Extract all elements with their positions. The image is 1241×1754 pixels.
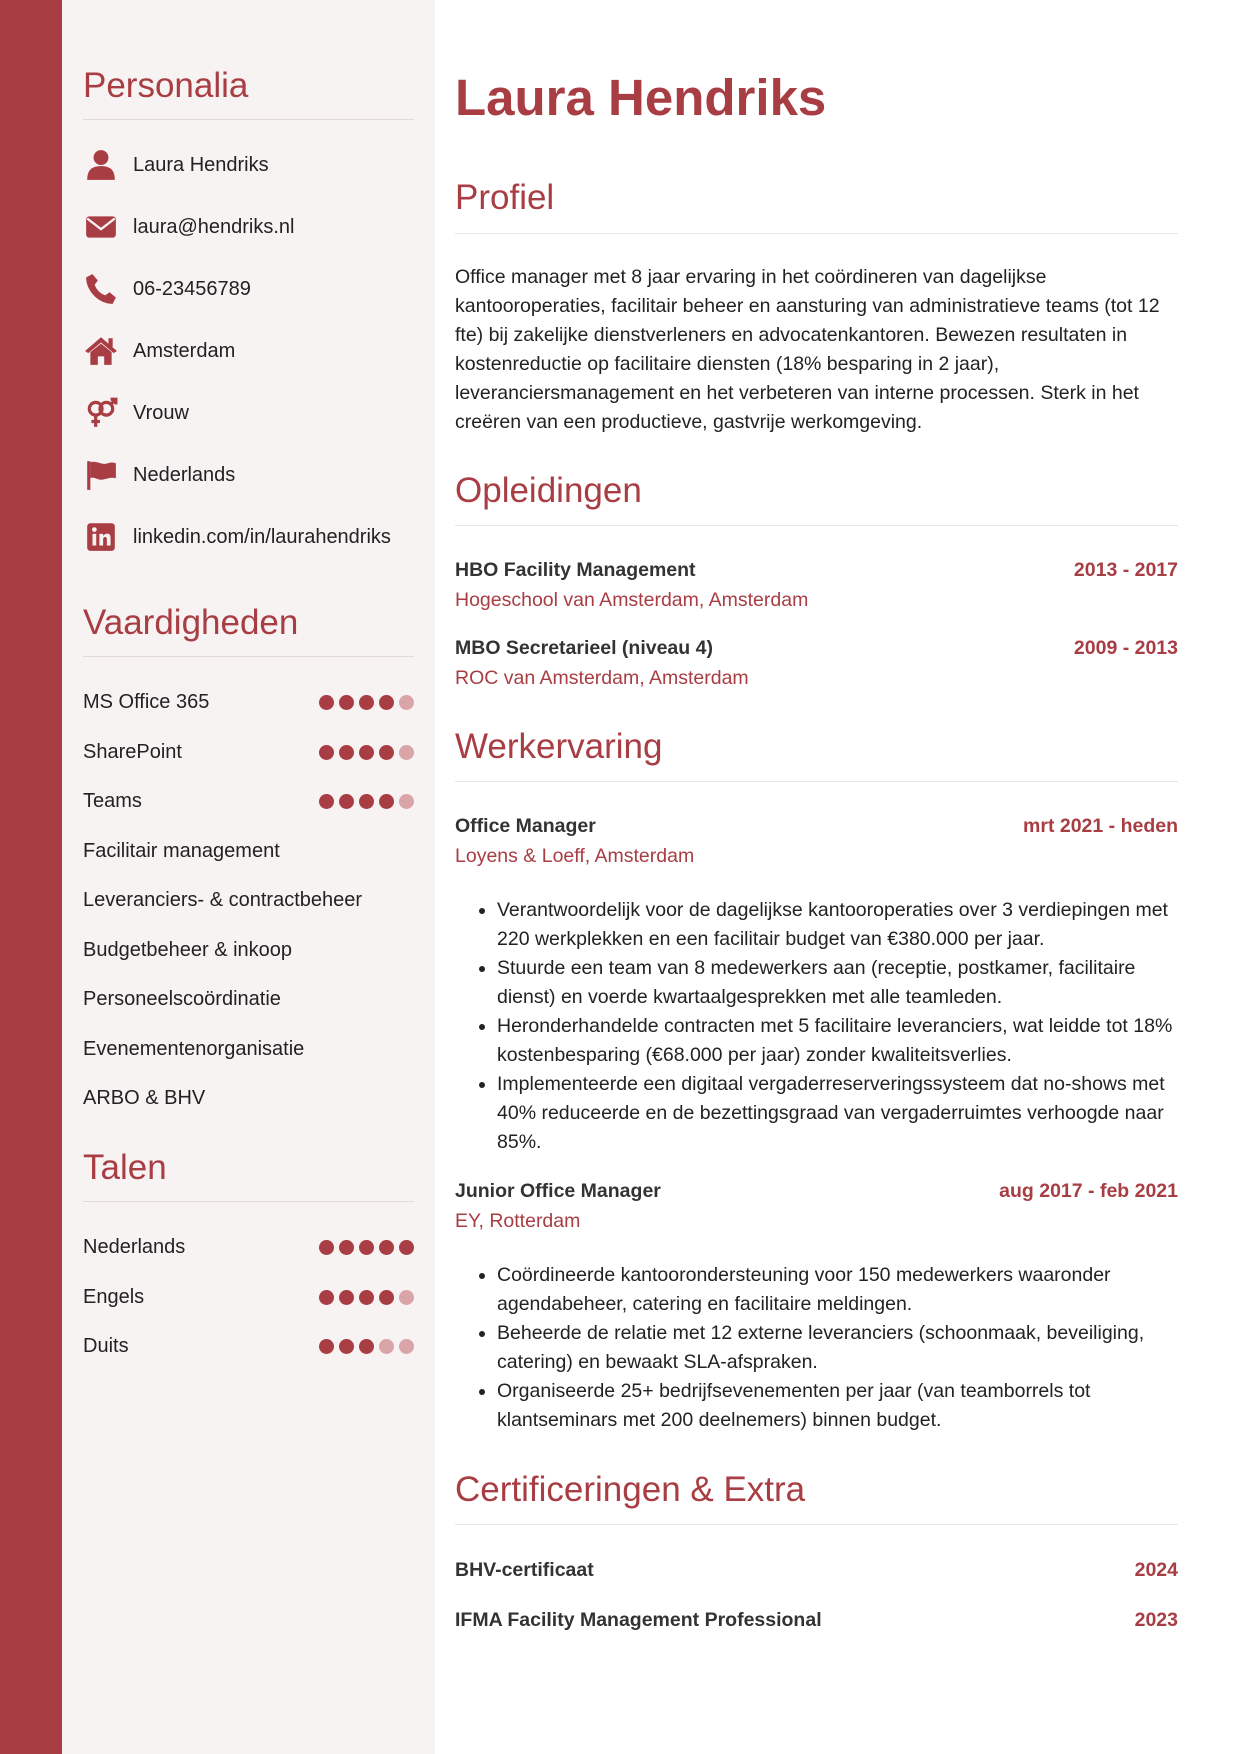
personalia-heading: Personalia: [83, 66, 249, 105]
rating-dot-filled: [359, 1339, 374, 1354]
education-divider: [455, 525, 1178, 526]
job-company: Loyens & Loeff, Amsterdam: [455, 845, 695, 867]
skill-row: [83, 975, 414, 1025]
skill-row: [83, 876, 414, 926]
skill-row-name: Teams: [83, 790, 142, 813]
contact-nationality-row: [83, 444, 414, 506]
cert-entry: [455, 1559, 1178, 1582]
rating-dot-empty: [399, 745, 414, 760]
rating-dots: [319, 745, 414, 760]
job-bullet: • Verantwoordelijk voor de dagelijkse kantooroperaties over 3 verdiepingen met 220 werkplekken en een facilitair budget van €380.000 per jaar.: [497, 896, 1178, 954]
skill-row: [83, 777, 414, 827]
skills-heading: Vaardigheden: [83, 603, 299, 642]
certs-heading: Certificeringen & Extra: [455, 1470, 806, 1509]
rating-dot-filled: [339, 745, 354, 760]
rating-dots: [319, 1290, 414, 1305]
job-bullets: [455, 1261, 1178, 1435]
language-row-name: Nederlands: [83, 1236, 186, 1259]
contact-gender: Vrouw: [133, 401, 189, 424]
job-bullet: • Stuurde een team van 8 medewerkers aan (receptie, postkamer, facilitaire dienst) en voerde kwartaalgesprekken met alle teamleden.: [497, 954, 1178, 1012]
certs-divider: [455, 1524, 1178, 1525]
contact-city-row: [83, 320, 414, 382]
rating-dots: [319, 695, 414, 710]
language-row-name: Duits: [83, 1335, 129, 1358]
rating-dot-filled: [379, 1240, 394, 1255]
personalia-divider: [83, 119, 414, 120]
skill-row: [83, 827, 414, 877]
user-icon: [83, 147, 119, 183]
cert-date: 2024: [1134, 1559, 1178, 1581]
rating-dots: [319, 1240, 414, 1255]
rating-dot-filled: [379, 1290, 394, 1305]
rating-dot-filled: [319, 1290, 334, 1305]
education-date: 2009 - 2013: [1073, 637, 1178, 659]
contact-city: Amsterdam: [133, 339, 236, 362]
cert-title: BHV-certificaat: [455, 1559, 594, 1581]
contact-email-row: [83, 196, 414, 258]
contact-linkedin-row: [83, 506, 414, 568]
rating-dot-filled: [339, 1290, 354, 1305]
contact-gender-row: [83, 382, 414, 444]
rating-dots: [319, 794, 414, 809]
education-title: HBO Facility Management: [455, 559, 696, 581]
contact-phone-row: [83, 258, 414, 320]
languages-heading: Talen: [83, 1148, 167, 1187]
job-company: EY, Rotterdam: [455, 1210, 581, 1232]
education-heading: Opleidingen: [455, 471, 642, 510]
flag-icon: [83, 457, 119, 493]
rating-dot-empty: [399, 1290, 414, 1305]
job-bullets: [455, 896, 1178, 1157]
accent-stripe: [0, 0, 62, 1754]
phone-icon: [83, 271, 119, 307]
education-school: Hogeschool van Amsterdam, Amsterdam: [455, 589, 809, 611]
contact-name-row: [83, 134, 414, 196]
education-title: MBO Secretarieel (niveau 4): [455, 637, 713, 659]
skill-row-name: ARBO & BHV: [83, 1087, 206, 1110]
profile-text: Office manager met 8 jaar ervaring in het coördineren van dagelijkse kantooroperaties, facilitair beheer en aansturing van administratieve teams (tot 12 fte) bij zakelijke dienstverleners en advocatenkantoren. Bewezen resultaten in kostenreductie op facilitaire diensten (18% besparing in 2 jaar), leveranciersmanagement en het verbeteren van interne processen. Sterk in het creëren van een productieve, gastvrije werkomgeving.: [455, 266, 1160, 433]
education-school: ROC van Amsterdam, Amsterdam: [455, 667, 749, 689]
contact-email[interactable]: laura@hendriks.nl: [133, 215, 295, 238]
linkedin-icon: [83, 519, 119, 555]
language-row: [83, 1223, 414, 1273]
rating-dot-empty: [399, 695, 414, 710]
envelope-icon: [83, 209, 119, 245]
rating-dot-filled: [319, 794, 334, 809]
rating-dot-filled: [359, 1240, 374, 1255]
job-date: mrt 2021 - heden: [1023, 815, 1178, 837]
rating-dot-filled: [339, 794, 354, 809]
rating-dot-filled: [379, 745, 394, 760]
experience-entry: [455, 815, 1178, 1157]
skill-row: [83, 926, 414, 976]
skill-row: [83, 1074, 414, 1124]
experience-entry: [455, 1180, 1178, 1435]
skill-row-name: SharePoint: [83, 740, 182, 763]
rating-dot-empty: [399, 1339, 414, 1354]
job-title: Junior Office Manager: [455, 1180, 661, 1202]
job-bullet: • Organiseerde 25+ bedrijfsevenementen per jaar (van teamborrels tot klantseminars met 200 deelnemers) binnen budget.: [497, 1377, 1178, 1435]
rating-dot-filled: [359, 695, 374, 710]
skills-divider: [83, 656, 414, 657]
job-bullet: • Beheerde de relatie met 12 externe leveranciers (schoonmaak, beveiliging, catering) en bewaakt SLA-afspraken.: [497, 1319, 1178, 1377]
education-entry: [455, 637, 1178, 690]
rating-dot-filled: [379, 695, 394, 710]
profile-heading: Profiel: [455, 178, 555, 217]
education-entry: [455, 559, 1178, 612]
candidate-name: Laura Hendriks: [455, 69, 827, 126]
skill-row-name: Facilitair management: [83, 839, 280, 862]
language-row-name: Engels: [83, 1285, 145, 1308]
skill-row: [83, 1025, 414, 1075]
skill-row: [83, 678, 414, 728]
cert-entry: [455, 1609, 1178, 1632]
rating-dot-empty: [399, 794, 414, 809]
experience-divider: [455, 781, 1178, 782]
job-bullet: • Heronderhandelde contracten met 5 facilitaire leveranciers, wat leidde tot 18% kostenbesparing (€68.000 per jaar) zonder kwaliteitsverlies.: [497, 1012, 1178, 1070]
rating-dot-filled: [319, 745, 334, 760]
education-date: 2013 - 2017: [1073, 559, 1178, 581]
cert-date: 2023: [1134, 1609, 1178, 1631]
contact-nationality: Nederlands: [133, 463, 236, 486]
cert-title: IFMA Facility Management Professional: [455, 1609, 822, 1631]
rating-dot-filled: [359, 745, 374, 760]
rating-dot-filled: [359, 1290, 374, 1305]
skill-row-name: Budgetbeheer & inkoop: [83, 938, 293, 961]
contact-linkedin[interactable]: linkedin.com/in/laurahendriks: [133, 525, 391, 548]
skills-list: [83, 678, 414, 1124]
rating-dot-filled: [399, 1240, 414, 1255]
skill-row-name: Personeelscoördinatie: [83, 988, 281, 1011]
skill-row-name: Evenementenorganisatie: [83, 1037, 305, 1060]
rating-dot-filled: [319, 1240, 334, 1255]
contact-name: Laura Hendriks: [133, 153, 269, 176]
rating-dot-filled: [339, 1240, 354, 1255]
rating-dot-filled: [319, 695, 334, 710]
skill-row-name: MS Office 365: [83, 691, 210, 714]
languages-divider: [83, 1201, 414, 1202]
rating-dot-filled: [359, 794, 374, 809]
languages-list: [83, 1223, 414, 1372]
job-bullet: • Coördineerde kantoorondersteuning voor 150 medewerkers waaronder agendabeheer, catering en facilitaire meldingen.: [497, 1261, 1178, 1319]
sidebar: [62, 0, 435, 1754]
profile-divider: [455, 233, 1178, 234]
rating-dot-filled: [379, 794, 394, 809]
contact-list: [83, 134, 414, 568]
rating-dots: [319, 1339, 414, 1354]
rating-dot-filled: [339, 1339, 354, 1354]
rating-dot-filled: [319, 1339, 334, 1354]
job-title: Office Manager: [455, 815, 596, 837]
job-bullet: • Implementeerde een digitaal vergaderreserveringssysteem dat no-shows met 40% reduceerde en de bezettingsgraad van vergaderruimtes verhoogde naar 85%.: [497, 1070, 1178, 1157]
language-row: [83, 1322, 414, 1372]
skill-row: [83, 728, 414, 778]
gender-icon: [83, 395, 119, 431]
rating-dot-filled: [339, 695, 354, 710]
home-icon: [83, 333, 119, 369]
skill-row-name: Leveranciers- & contractbeheer: [83, 889, 363, 912]
job-date: aug 2017 - feb 2021: [999, 1180, 1178, 1202]
experience-heading: Werkervaring: [455, 727, 663, 766]
language-row: [83, 1273, 414, 1323]
contact-phone: 06-23456789: [133, 277, 251, 300]
rating-dot-empty: [379, 1339, 394, 1354]
